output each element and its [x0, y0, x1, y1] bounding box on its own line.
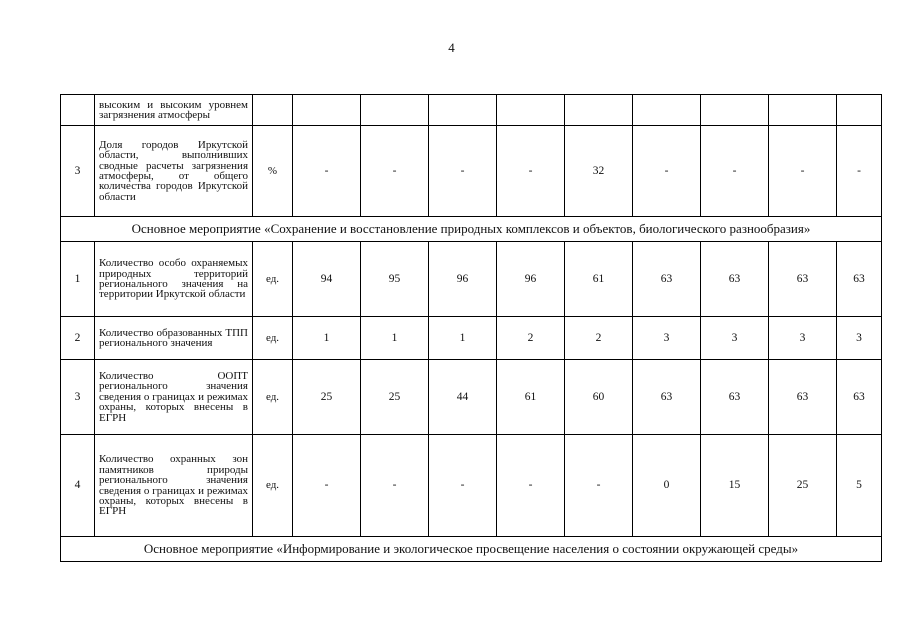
value-cell: 95 [361, 242, 429, 317]
value-cell: 96 [429, 242, 497, 317]
unit-cell: ед. [253, 435, 293, 537]
value-cell: - [633, 126, 701, 217]
value-cell: 1 [429, 317, 497, 360]
row-number-cell: 4 [61, 435, 95, 537]
unit-cell: ед. [253, 360, 293, 435]
row-number-cell: 3 [61, 126, 95, 217]
value-cell: 15 [701, 435, 769, 537]
table-row [61, 360, 882, 435]
value-cell: 63 [769, 242, 837, 317]
value-cell: - [837, 126, 882, 217]
table-row-atmosphere [61, 126, 882, 217]
value-cell: 63 [633, 360, 701, 435]
value-cell: 3 [837, 317, 882, 360]
value-cell: - [497, 435, 565, 537]
value-cell: 3 [769, 317, 837, 360]
row-number-cell: 3 [61, 360, 95, 435]
value-cell: 63 [837, 242, 882, 317]
indicator-name-cell: Доля городов Иркутской области, выполнивших сводные расчеты загрязнения атмосферы, от общего количества городов Иркутской области [95, 126, 253, 217]
row-number-cell: 1 [61, 242, 95, 317]
unit-cell: % [253, 126, 293, 217]
value-cell: - [361, 126, 429, 217]
value-cell: 25 [293, 360, 361, 435]
value-cell: 61 [497, 360, 565, 435]
indicator-name-cell: Количество охранных зон памятников природы регионального значения сведения о границах и режимах охраны, которых внесены в ЕГРН [95, 435, 253, 537]
indicator-name-cell: Количество образованных ТПП регионального значения [95, 317, 253, 360]
table-row [61, 317, 882, 360]
value-cell: - [361, 435, 429, 537]
section-heading-row [61, 217, 882, 242]
value-cell: 32 [565, 126, 633, 217]
section-heading: Основное мероприятие «Информирование и экологическое просвещение населения о состоянии окружающей среды» [61, 537, 882, 562]
value-cell: - [429, 126, 497, 217]
section-heading-row [61, 537, 882, 562]
value-cell: 44 [429, 360, 497, 435]
indicator-name-cell: Количество особо охраняемых природных территорий регионального значения на территории Иркутской области [95, 242, 253, 317]
value-cell: 63 [701, 242, 769, 317]
value-cell: 1 [293, 317, 361, 360]
table-row-continued [61, 95, 882, 126]
value-cell: 61 [565, 242, 633, 317]
value-cell: - [429, 435, 497, 537]
value-cell: 96 [497, 242, 565, 317]
value-cell: 60 [565, 360, 633, 435]
value-cell: 3 [701, 317, 769, 360]
value-cell: 25 [769, 435, 837, 537]
unit-cell: ед. [253, 242, 293, 317]
value-cell: 0 [633, 435, 701, 537]
value-cell: 2 [497, 317, 565, 360]
value-cell: 3 [633, 317, 701, 360]
value-cell: - [701, 126, 769, 217]
row-number-cell: 2 [61, 317, 95, 360]
table-row [61, 435, 882, 537]
value-cell: - [497, 126, 565, 217]
indicator-name-cell: Количество ООПТ регионального значения сведения о границах и режимах охраны, которых внесены в ЕГРН [95, 360, 253, 435]
value-cell: 63 [701, 360, 769, 435]
indicators-table [60, 94, 882, 562]
value-cell: 63 [769, 360, 837, 435]
table-row [61, 242, 882, 317]
value-cell: 2 [565, 317, 633, 360]
section-heading: Основное мероприятие «Сохранение и восстановление природных комплексов и объектов, биологического разнообразия» [61, 217, 882, 242]
value-cell: 1 [361, 317, 429, 360]
value-cell: 25 [361, 360, 429, 435]
value-cell: - [565, 435, 633, 537]
value-cell: 63 [633, 242, 701, 317]
indicator-name-cell: высоким и высоким уровнем загрязнения атмосферы [95, 95, 253, 126]
unit-cell: ед. [253, 317, 293, 360]
value-cell: 5 [837, 435, 882, 537]
value-cell: 63 [837, 360, 882, 435]
page-number: 4 [448, 40, 455, 55]
value-cell: - [293, 435, 361, 537]
value-cell: 94 [293, 242, 361, 317]
value-cell: - [293, 126, 361, 217]
row-number-cell [61, 95, 95, 126]
value-cell: - [769, 126, 837, 217]
